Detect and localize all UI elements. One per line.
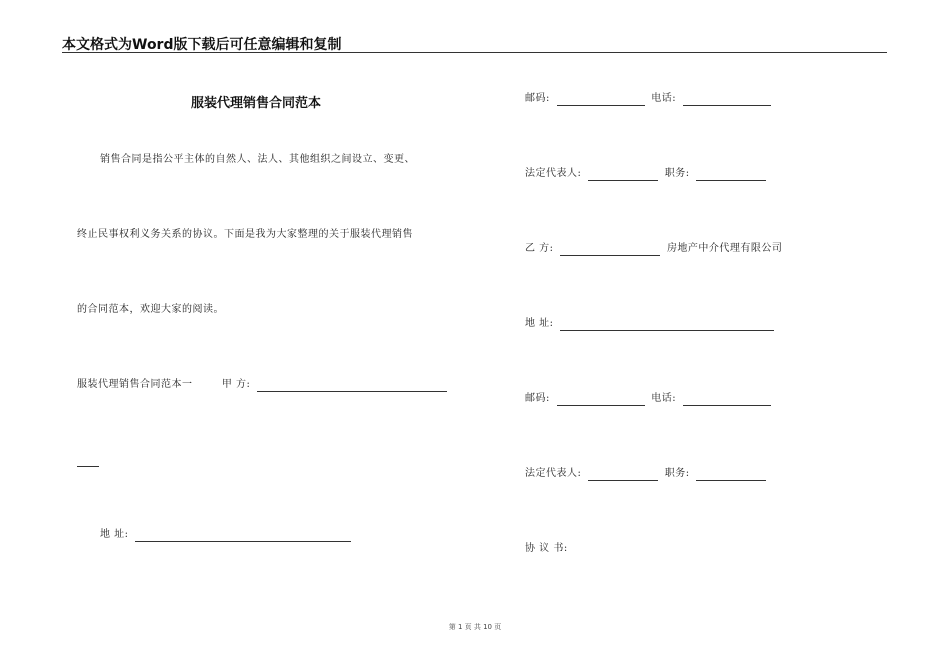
page-header-title: 本文格式为Word版下载后可任意编辑和复制 xyxy=(62,37,342,53)
intro-line-2: 终止民事权利义务关系的协议。下面是我为大家整理的关于服装代理销售 xyxy=(77,229,413,240)
intro-line-3: 的合同范本，欢迎大家的阅读。 xyxy=(77,304,224,315)
postcode-blank-2[interactable] xyxy=(557,394,645,406)
phone-blank-2[interactable] xyxy=(683,394,771,406)
party-b-row xyxy=(525,242,782,256)
legal-rep-label-2: 法定代表人: xyxy=(525,468,582,479)
party-a-blank-continued[interactable] xyxy=(77,455,99,467)
document-title: 服装代理销售合同范本 xyxy=(191,96,322,111)
postcode-label-1: 邮码: xyxy=(525,93,550,104)
phone-label-1: 电话: xyxy=(651,93,677,104)
phone-blank-1[interactable] xyxy=(683,94,771,106)
postcode-label-2: 邮码: xyxy=(525,393,550,404)
right-legal-rep-row-2 xyxy=(525,467,769,481)
position-label-1: 职务: xyxy=(664,168,690,179)
legal-rep-label-1: 法定代表人: xyxy=(525,168,582,179)
section-label: 服装代理销售合同范本一 xyxy=(77,379,193,390)
party-b-suffix: 房地产中介代理有限公司 xyxy=(666,243,783,254)
party-a-label: 甲 方: xyxy=(221,379,251,390)
right-address-blank[interactable] xyxy=(560,319,774,331)
header-divider xyxy=(62,52,887,53)
position-blank-2[interactable] xyxy=(696,469,766,481)
party-a-continuation-row xyxy=(77,453,102,467)
party-a-blank[interactable] xyxy=(257,380,447,392)
left-address-label: 地 址: xyxy=(100,529,129,540)
intro-line-1: 销售合同是指公平主体的自然人、法人、其他组织之间设立、变更、 xyxy=(100,154,415,165)
position-blank-1[interactable] xyxy=(696,169,766,181)
legal-rep-blank-2[interactable] xyxy=(588,469,658,481)
right-address-row xyxy=(525,317,777,331)
position-label-2: 职务: xyxy=(664,468,690,479)
right-postcode-phone-row-1 xyxy=(525,92,774,106)
postcode-blank-1[interactable] xyxy=(557,94,645,106)
right-legal-rep-row-1 xyxy=(525,167,769,181)
left-address-row xyxy=(100,528,354,542)
phone-label-2: 电话: xyxy=(651,393,677,404)
legal-rep-blank-1[interactable] xyxy=(588,169,658,181)
page-number-footer: 第 1 页 共 10 页 xyxy=(448,623,502,631)
party-b-label: 乙 方: xyxy=(525,243,554,254)
right-address-label: 地 址: xyxy=(525,318,554,329)
left-address-blank[interactable] xyxy=(135,530,351,542)
party-a-row xyxy=(77,378,450,392)
party-b-blank[interactable] xyxy=(560,244,660,256)
agreement-label: 协 议 书: xyxy=(525,543,568,554)
right-postcode-phone-row-2 xyxy=(525,392,774,406)
